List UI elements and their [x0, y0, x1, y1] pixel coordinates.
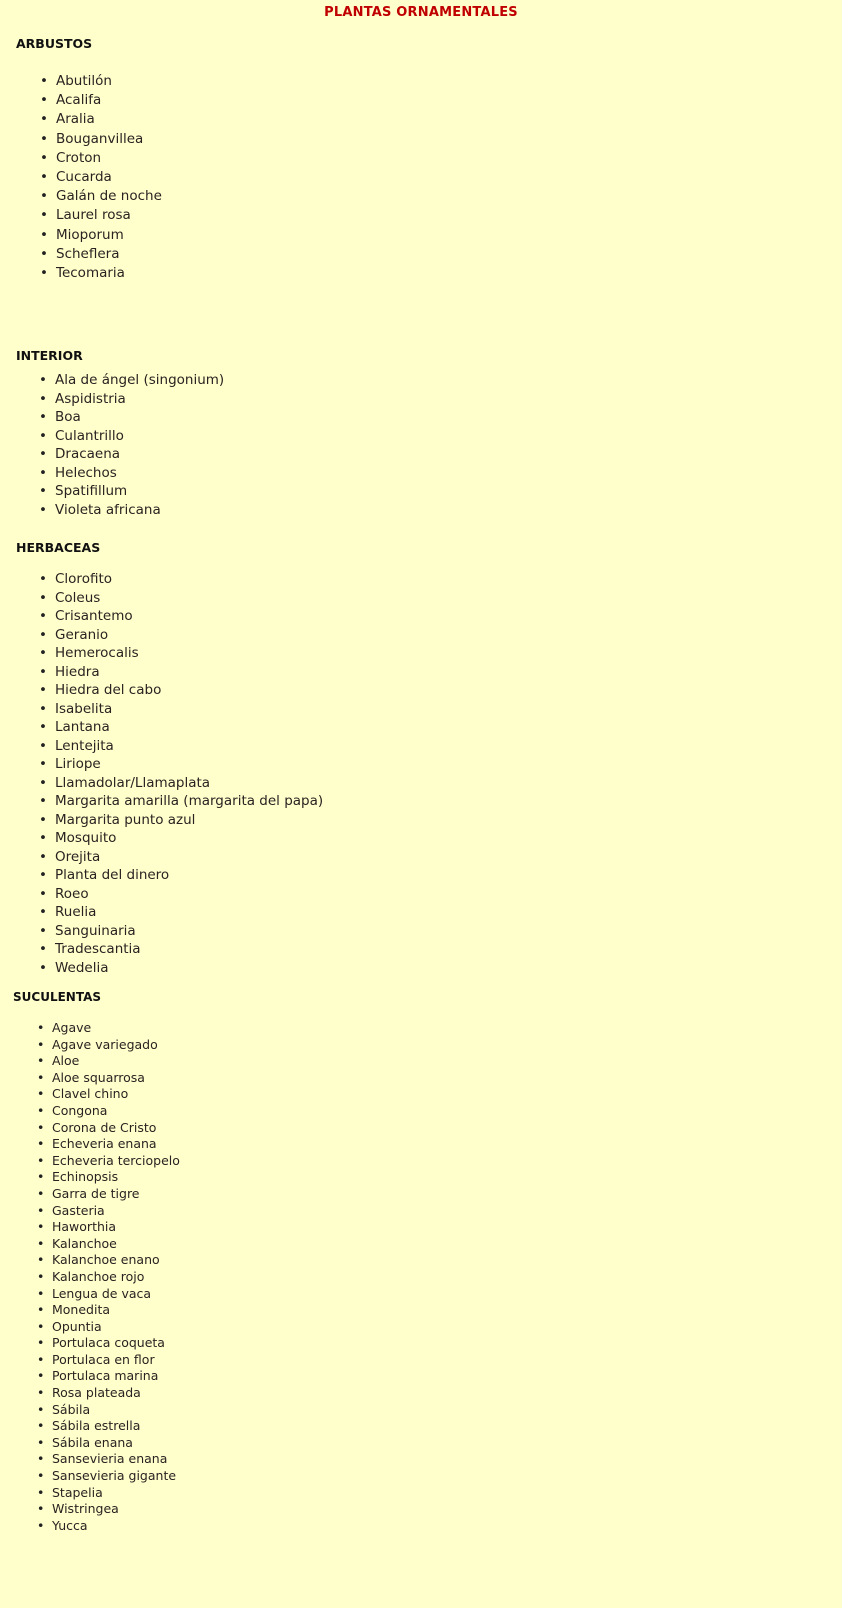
list-item: • Culantrillo	[55, 427, 224, 446]
page-title: PLANTAS ORNAMENTALES	[324, 5, 518, 20]
list-item: • Aspidistria	[55, 390, 224, 409]
list-item: • Abutilón	[56, 72, 162, 91]
list-item: • Boa	[55, 408, 224, 427]
list-item: • Echinopsis	[52, 1169, 180, 1186]
list-item: • Rosa plateada	[52, 1385, 180, 1402]
list-item: • Llamadolar/Llamaplata	[55, 774, 323, 793]
list-item: • Sansevieria enana	[52, 1451, 180, 1468]
list-item: • Laurel rosa	[56, 206, 162, 225]
list-item: • Aloe squarrosa	[52, 1070, 180, 1087]
list-item: • Margarita amarilla (margarita del papa)	[55, 792, 323, 811]
section-title-herbaceas: HERBACEAS	[16, 540, 101, 555]
list-item: • Corona de Cristo	[52, 1120, 180, 1137]
list-item: • Sábila	[52, 1402, 180, 1419]
list-item: • Mosquito	[55, 829, 323, 848]
list-item: • Portulaca coqueta	[52, 1335, 180, 1352]
list-item: • Monedita	[52, 1302, 180, 1319]
list-item: • Gasteria	[52, 1203, 180, 1220]
list-item: • Kalanchoe	[52, 1236, 180, 1253]
list-item: • Bouganvillea	[56, 130, 162, 149]
list-item: • Clavel chino	[52, 1086, 180, 1103]
list-item: • Hiedra	[55, 663, 323, 682]
list-item: • Stapelia	[52, 1485, 180, 1502]
list-item: • Kalanchoe rojo	[52, 1269, 180, 1286]
list-item: • Garra de tigre	[52, 1186, 180, 1203]
list-item: • Lengua de vaca	[52, 1286, 180, 1303]
list-item: • Wistringea	[52, 1501, 180, 1518]
list-item: • Helechos	[55, 464, 224, 483]
list-item: • Isabelita	[55, 700, 323, 719]
list-item: • Croton	[56, 149, 162, 168]
list-item: • Ala de ángel (singonium)	[55, 371, 224, 390]
list-item: • Opuntia	[52, 1319, 180, 1336]
list-item: • Sanguinaria	[55, 922, 323, 941]
list-item: • Aralia	[56, 110, 162, 129]
plant-list-interior	[55, 371, 224, 519]
list-item: • Agave variegado	[52, 1037, 180, 1054]
list-item: • Dracaena	[55, 445, 224, 464]
list-item: • Wedelia	[55, 959, 323, 978]
list-item: • Acalifa	[56, 91, 162, 110]
section-title-interior: INTERIOR	[16, 348, 83, 363]
list-item: • Ruelia	[55, 903, 323, 922]
list-item: • Echeveria terciopelo	[52, 1153, 180, 1170]
list-item: • Cucarda	[56, 168, 162, 187]
list-item: • Lentejita	[55, 737, 323, 756]
list-item: • Liriope	[55, 755, 323, 774]
list-item: • Roeo	[55, 885, 323, 904]
list-item: • Haworthia	[52, 1219, 180, 1236]
list-item: • Sábila enana	[52, 1435, 180, 1452]
plant-list-herbaceas	[55, 570, 323, 977]
list-item: • Clorofito	[55, 570, 323, 589]
list-item: • Violeta africana	[55, 501, 224, 520]
list-item: • Scheflera	[56, 245, 162, 264]
list-item: • Agave	[52, 1020, 180, 1037]
plant-list-arbustos	[56, 72, 162, 283]
list-item: • Congona	[52, 1103, 180, 1120]
list-item: • Geranio	[55, 626, 323, 645]
list-item: • Hiedra del cabo	[55, 681, 323, 700]
list-item: • Orejita	[55, 848, 323, 867]
section-title-suculentas: SUCULENTAS	[13, 990, 102, 1004]
list-item: • Yucca	[52, 1518, 180, 1535]
list-item: • Crisantemo	[55, 607, 323, 626]
list-item: • Sábila estrella	[52, 1418, 180, 1435]
list-item: • Tradescantia	[55, 940, 323, 959]
list-item: • Lantana	[55, 718, 323, 737]
list-item: • Spatifillum	[55, 482, 224, 501]
list-item: • Mioporum	[56, 226, 162, 245]
list-item: • Kalanchoe enano	[52, 1252, 180, 1269]
list-item: • Coleus	[55, 589, 323, 608]
list-item: • Echeveria enana	[52, 1136, 180, 1153]
list-item: • Portulaca marina	[52, 1368, 180, 1385]
list-item: • Hemerocalis	[55, 644, 323, 663]
list-item: • Sansevieria gigante	[52, 1468, 180, 1485]
list-item: • Galán de noche	[56, 187, 162, 206]
list-item: • Portulaca en flor	[52, 1352, 180, 1369]
section-title-arbustos: ARBUSTOS	[16, 36, 93, 51]
list-item: • Margarita punto azul	[55, 811, 323, 830]
plant-list-suculentas	[52, 1020, 180, 1534]
list-item: • Aloe	[52, 1053, 180, 1070]
list-item: • Planta del dinero	[55, 866, 323, 885]
list-item: • Tecomaria	[56, 264, 162, 283]
